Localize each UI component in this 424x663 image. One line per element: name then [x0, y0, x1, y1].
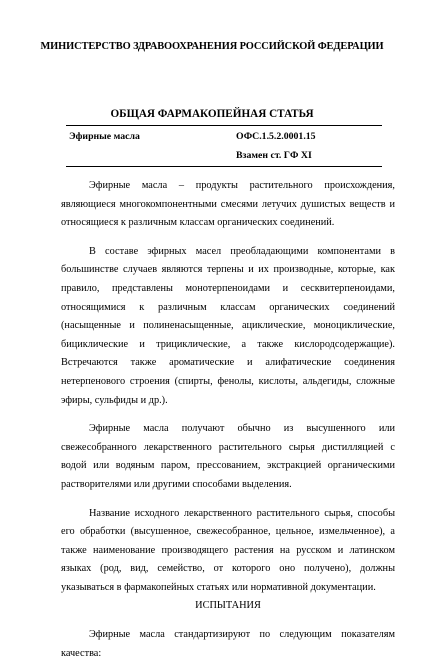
ministry-title: МИНИСТЕРСТВО ЗДРАВООХРАНЕНИЯ РОССИЙСКОЙ ФЕДЕРАЦИИ [40, 41, 384, 52]
section-intro: Эфирные масла стандартизируют по следующим показателям качества: [61, 629, 395, 659]
header-top-rule [66, 125, 382, 126]
header-bottom-rule [66, 166, 382, 167]
replaces-note: Взамен ст. ГФ XI [236, 150, 312, 161]
body-paragraph: Эфирные масла получают обычно из высушенного или свежесобранного лекарственного растительного сырья дистилляцией с водой или водяным паром, прессованием, экстракцией органическими растворителями или другими способами выделения. [61, 423, 395, 490]
body-paragraph: Название исходного лекарственного растительного сырья, способы его обработки (высушенное, свежесобранное, цельное, измельченное), а также наименование производящего растения на русском и латинском языках (род, вид, семейство, от которого оно получено), должны указываться в фармакопейных статьях или нормативной документации. [61, 507, 395, 593]
article-subject: Эфирные масла [69, 131, 140, 142]
section-heading-tests: ИСПЫТАНИЯ [195, 600, 261, 612]
document-body [61, 177, 395, 663]
body-paragraph: В составе эфирных масел преобладающими компонентами в большинстве случаев являются терпены и их производные, которые, как правило, представлены монотерпеноидами и сесквитерпеноидами, относящимися к различным классам органических соединений (насыщенные и полиненасыщенные, ациклические, моноциклические, бициклические и трициклические, а также кислородсодержащие). Встречаются также ароматические и алифатические соединения нетерпенового строения (спирты, фенолы, кислоты, альдегиды, сложные эфиры, сульфиды и др.). [61, 245, 395, 406]
document-type-heading: ОБЩАЯ ФАРМАКОПЕЙНАЯ СТАТЬЯ [110, 108, 314, 120]
article-code: ОФС.1.5.2.0001.15 [236, 131, 316, 142]
body-paragraph: Эфирные масла – продукты растительного происхождения, являющиеся многокомпонентными смесями летучих душистых веществ и относящиеся к различным классам органических соединений. [61, 180, 395, 229]
